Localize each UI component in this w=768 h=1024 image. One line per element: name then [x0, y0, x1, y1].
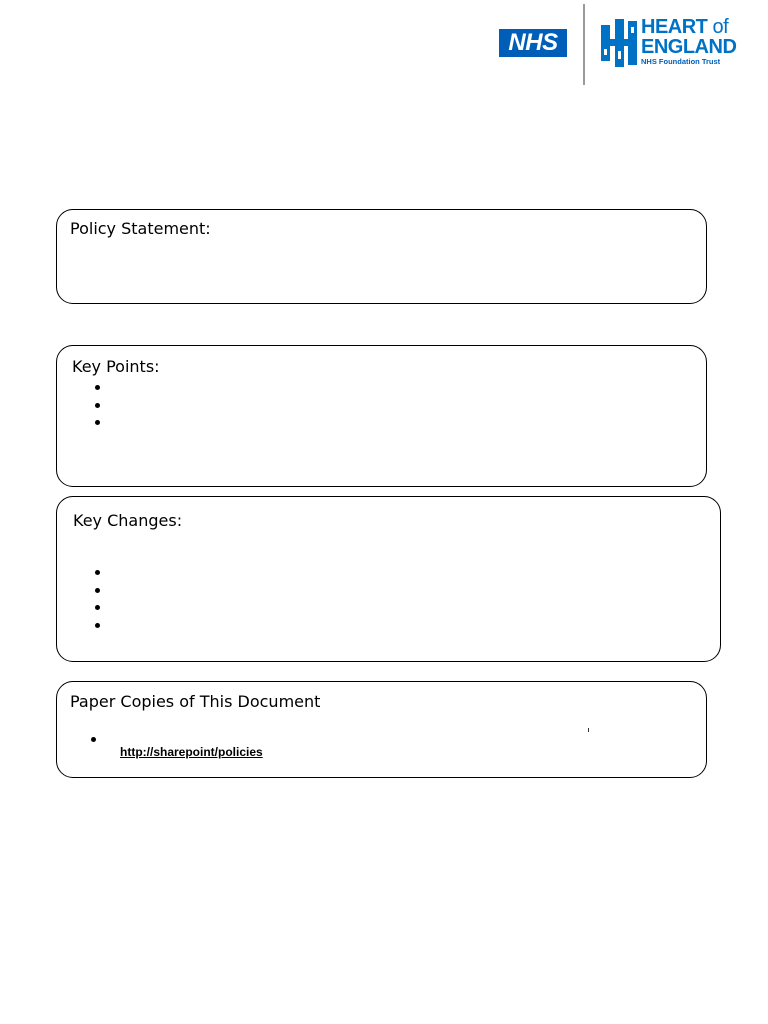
- apostrophe-mark: [588, 728, 589, 732]
- list-item: [95, 618, 695, 636]
- header-divider: [583, 4, 585, 85]
- key-changes-list: [95, 565, 695, 635]
- paper-copies-title: Paper Copies of This Document: [70, 692, 321, 711]
- list-item: [95, 380, 675, 398]
- key-points-list: [95, 380, 675, 433]
- nhs-logo: NHS: [499, 29, 567, 57]
- sharepoint-policies-link[interactable]: http://sharepoint/policies: [120, 745, 263, 759]
- key-points-box: [56, 345, 707, 487]
- trust-name: [641, 17, 751, 67]
- paper-copies-box: [56, 681, 707, 778]
- list-item: [95, 415, 675, 433]
- trust-name-england: ENGLAND: [641, 36, 737, 58]
- list-item: [95, 398, 675, 416]
- trust-name-heart: HEART: [641, 16, 708, 38]
- policy-statement-box: [56, 209, 707, 304]
- key-changes-box: [56, 496, 721, 662]
- trust-subtitle: NHS Foundation Trust: [641, 57, 721, 66]
- list-item: [95, 583, 695, 601]
- list-item: [95, 600, 695, 618]
- trust-name-of: of: [712, 16, 729, 38]
- key-points-title: Key Points:: [72, 357, 160, 376]
- policy-statement-title: Policy Statement:: [70, 219, 211, 238]
- heart-of-england-logo-icon: [601, 19, 637, 67]
- list-item: [95, 565, 695, 583]
- key-changes-title: Key Changes:: [73, 511, 183, 530]
